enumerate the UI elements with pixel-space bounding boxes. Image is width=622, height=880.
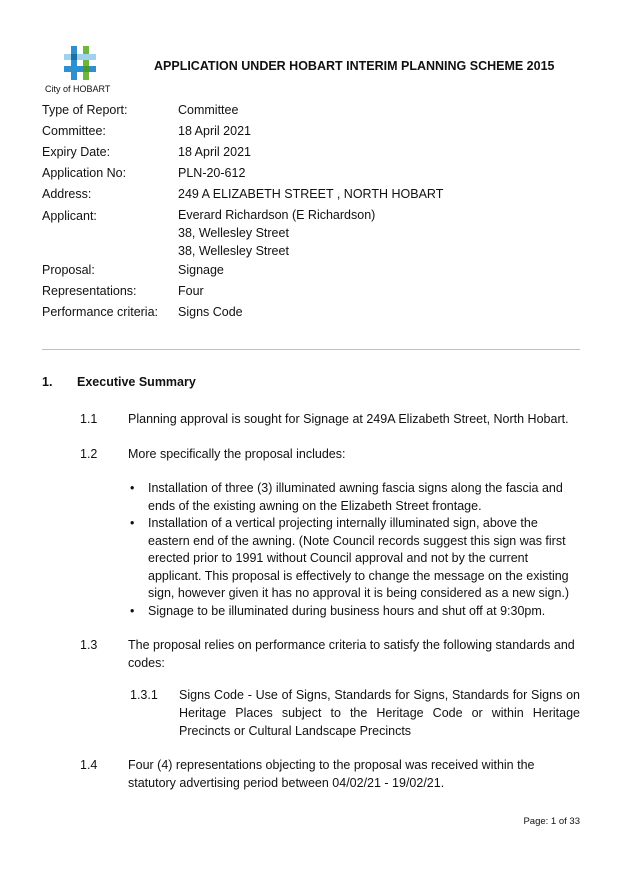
meta-row-type bbox=[42, 100, 582, 121]
section-title: Executive Summary bbox=[77, 375, 196, 389]
applicant-name: Everard Richardson (E Richardson) bbox=[178, 208, 376, 222]
paragraph-number: 1.3 bbox=[80, 638, 98, 652]
bullet-item: • Installation of three (3) illuminated awning fascia signs along the fascia and ends of the existing awning on the Elizabeth Street frontage. bbox=[130, 480, 580, 515]
applicant-address-line: 38, Wellesley Street bbox=[178, 226, 289, 240]
meta-label: Application No: bbox=[42, 166, 127, 180]
meta-value: Committee bbox=[178, 103, 239, 117]
meta-label: Type of Report: bbox=[42, 103, 128, 117]
horizontal-divider bbox=[42, 349, 580, 350]
meta-row-application-no bbox=[42, 163, 582, 184]
applicant-address-line: 38, Wellesley Street bbox=[178, 244, 289, 258]
bullet-item: • Installation of a vertical projecting internally illuminated sign, above the eastern end of the awning. (Note Council records suggest this sign was first erected prior to 1991 without Council approval and not by the current applicant. This proposal is effectively to change the message on the existing sign, however given it has no approval it is being considered as a new sign.) bbox=[130, 515, 580, 603]
meta-row-proposal bbox=[42, 260, 582, 281]
meta-row-performance-criteria bbox=[42, 302, 582, 323]
meta-row-representations bbox=[42, 281, 582, 302]
meta-label: Address: bbox=[42, 187, 92, 201]
section-heading bbox=[42, 375, 196, 389]
meta-row-committee bbox=[42, 121, 582, 142]
proposal-bullet-list bbox=[130, 480, 580, 620]
bullet-item: • Signage to be illuminated during business hours and shut off at 9:30pm. bbox=[130, 603, 580, 621]
paragraph-number: 1.1 bbox=[80, 412, 98, 426]
meta-row-applicant bbox=[42, 205, 582, 260]
meta-row-address bbox=[42, 184, 582, 205]
paragraph-text: Planning approval is sought for Signage at 249A Elizabeth Street, North Hobart. bbox=[128, 412, 569, 426]
meta-value: 249 A ELIZABETH STREET , NORTH HOBART bbox=[178, 187, 444, 201]
meta-row-expiry bbox=[42, 142, 582, 163]
paragraph-number: 1.4 bbox=[80, 758, 98, 772]
meta-label: Performance criteria: bbox=[42, 305, 159, 319]
paragraph-number: 1.2 bbox=[80, 447, 98, 461]
meta-value bbox=[178, 206, 582, 260]
paragraph-text: The proposal relies on performance criteria to satisfy the following standards and codes: bbox=[128, 638, 575, 670]
meta-value: 18 April 2021 bbox=[178, 124, 251, 138]
paragraph-number: 1.3.1 bbox=[130, 688, 158, 702]
logo-wordmark: City of HOBART bbox=[45, 84, 111, 94]
meta-value: 18 April 2021 bbox=[178, 145, 251, 159]
section-number: 1. bbox=[42, 375, 53, 389]
page-number: Page: 1 of 33 bbox=[523, 816, 580, 827]
city-of-hobart-logo bbox=[42, 44, 120, 96]
meta-value: Signage bbox=[178, 263, 224, 277]
meta-value: Signs Code bbox=[178, 305, 243, 319]
hobart-logo-icon bbox=[62, 44, 98, 82]
paragraph-text: Four (4) representations objecting to the proposal was received within the statutory advertising period between 04/02/21 - 19/02/21. bbox=[128, 758, 535, 790]
paragraph-text: Signs Code - Use of Signs, Standards for Signs, Standards for Signs on Heritage Places subject to the Heritage Code or within Heritage Precincts or Cultural Landscape Precincts bbox=[179, 688, 580, 738]
meta-label: Representations: bbox=[42, 284, 137, 298]
meta-label: Proposal: bbox=[42, 263, 95, 277]
page-title: APPLICATION UNDER HOBART INTERIM PLANNING SCHEME 2015 bbox=[154, 59, 555, 73]
meta-label: Applicant: bbox=[42, 209, 97, 223]
meta-label: Committee: bbox=[42, 124, 106, 138]
meta-value: PLN-20-612 bbox=[178, 166, 246, 180]
meta-label: Expiry Date: bbox=[42, 145, 111, 159]
paragraph-text: More specifically the proposal includes: bbox=[128, 447, 346, 461]
report-metadata bbox=[42, 100, 582, 323]
meta-value: Four bbox=[178, 284, 204, 298]
